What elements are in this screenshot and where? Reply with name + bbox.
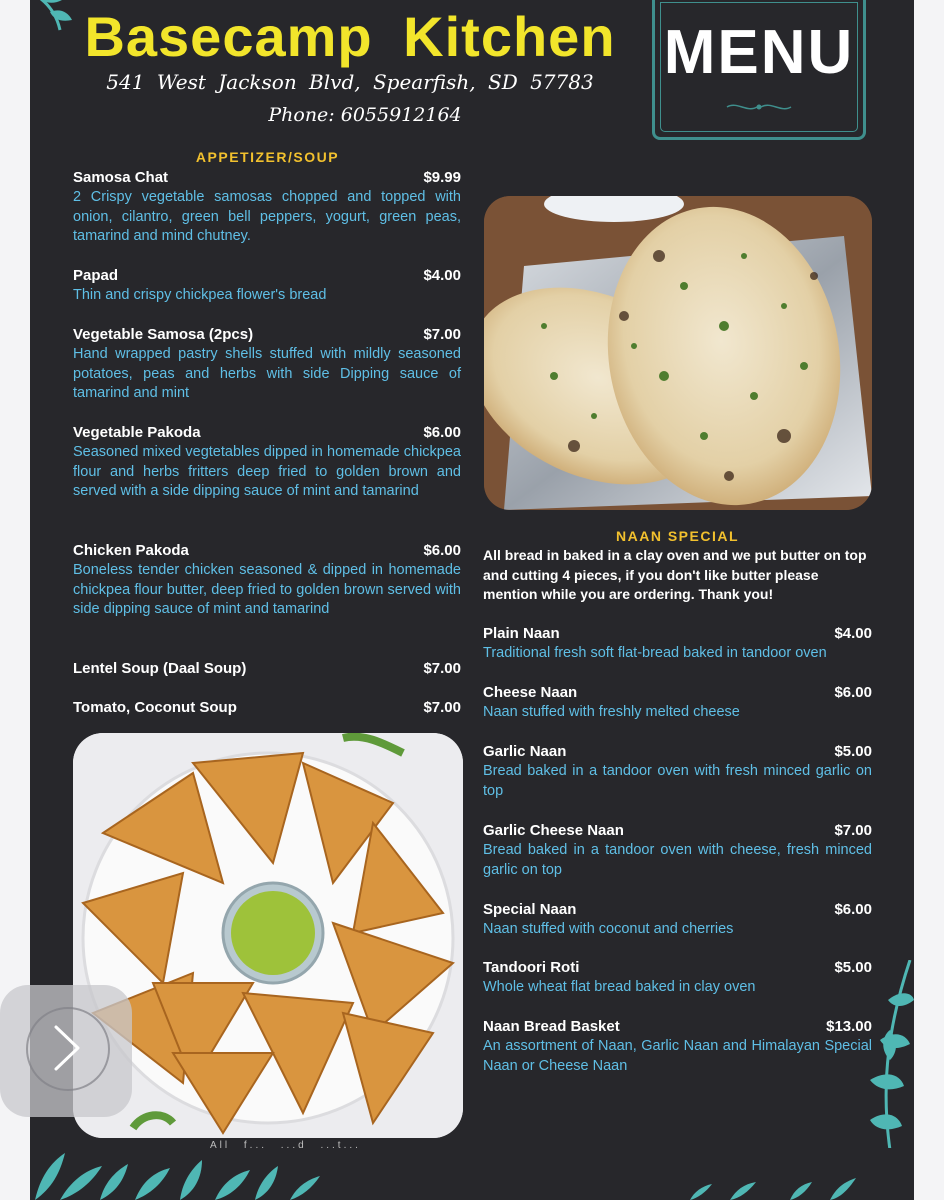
menu-item-header	[73, 168, 461, 187]
menu-item-name: Cheese Naan	[483, 684, 578, 701]
menu-item-description: 2 Crispy vegetable samosas chopped and topped with onion, cilantro, green bell peppers, yogurt, green peas, tamarind and mind chutney.	[73, 189, 461, 244]
menu-item-price: $6.00	[423, 424, 461, 441]
menu-item-description: Hand wrapped pastry shells stuffed with mildly seasoned potatoes, peas and herbs with side Dipping sauce of tamarind and mint	[73, 346, 461, 401]
restaurant-address: 541 West Jackson Blvd, Spearfish, SD 57783	[106, 70, 594, 94]
menu-item-price: $7.00	[423, 326, 461, 343]
menu-item-name: Vegetable Pakoda	[73, 424, 201, 441]
menu-item-name: Garlic Naan	[483, 743, 567, 760]
menu-item-name: Tomato, Coconut Soup	[73, 699, 237, 716]
menu-item-price: $5.00	[834, 959, 872, 976]
menu-item-description: Boneless tender chicken seasoned & dipped in homemade chickpea flour butter, deep fried to golden brown served with side dipping sauce of mint and tamarind	[73, 562, 461, 617]
menu-item-description: Thin and crispy chickpea flower's bread	[73, 287, 327, 303]
menu-item-price: $7.00	[834, 822, 872, 839]
menu-item-name: Plain Naan	[483, 625, 560, 642]
menu-item-price: $9.99	[423, 169, 461, 186]
menu-item-header	[483, 1017, 872, 1036]
menu-item	[483, 624, 872, 664]
menu-item	[483, 683, 872, 723]
menu-item-description: Naan stuffed with freshly melted cheese	[483, 704, 740, 720]
menu-item-name: Lentel Soup (Daal Soup)	[73, 660, 247, 677]
menu-item-description: An assortment of Naan, Garlic Naan and Himalayan Special Naan or Cheese Naan	[483, 1038, 872, 1074]
menu-item	[73, 541, 461, 620]
menu-item-header	[483, 624, 872, 643]
menu-item-price: $4.00	[834, 625, 872, 642]
menu-item-price: $4.00	[423, 267, 461, 284]
next-page-button[interactable]	[0, 985, 132, 1117]
menu-item	[483, 958, 872, 998]
menu-item-name: Chicken Pakoda	[73, 542, 189, 559]
menu-item-price: $7.00	[423, 699, 461, 716]
menu-title: MENU	[663, 18, 855, 87]
menu-item-name: Samosa Chat	[73, 169, 169, 186]
menu-item-name: Naan Bread Basket	[483, 1018, 620, 1035]
menu-item-price: $5.00	[834, 743, 872, 760]
footer-partial-text: All f... ...d ...t...	[210, 1140, 361, 1151]
menu-item-header	[483, 958, 872, 977]
menu-item-header	[73, 423, 461, 442]
right-margin	[914, 0, 944, 1200]
naan-note: All bread in baked in a clay oven and we put butter on top and cutting 4 pieces, if you don't like butter please mention while you are ordering. Thank you!	[483, 547, 867, 602]
menu-item-header	[73, 266, 461, 285]
menu-item-description: Whole wheat flat bread baked in clay oven	[483, 979, 756, 995]
menu-item	[73, 698, 461, 717]
menu-item-header	[73, 325, 461, 344]
menu-item	[73, 168, 461, 247]
menu-item	[483, 821, 872, 880]
menu-item-name: Garlic Cheese Naan	[483, 822, 624, 839]
menu-item-header	[483, 742, 872, 761]
menu-item-name: Tandoori Roti	[483, 959, 580, 976]
menu-item-price: $6.00	[834, 684, 872, 701]
leaf-decoration-bottom	[30, 1148, 914, 1200]
menu-frame	[652, 0, 866, 140]
menu-item-header	[73, 698, 461, 717]
menu-item-price: $13.00	[826, 1018, 872, 1035]
menu-item-description: Seasoned mixed vegtetables dipped in homemade chickpea flour and herbs fritters deep fried to golden brown and served with a side dipping sauce of mint and tamarind	[73, 444, 461, 499]
menu-item-name: Vegetable Samosa (2pcs)	[73, 326, 254, 343]
menu-item-description: Bread baked in a tandoor oven with cheese, fresh minced garlic on top	[483, 842, 872, 878]
appetizer-section-title: APPETIZER/SOUP	[195, 149, 340, 165]
naan-section-title: NAAN SPECIAL	[615, 528, 739, 544]
menu-item-description: Bread baked in a tandoor oven with fresh minced garlic on top	[483, 763, 872, 799]
menu-item-price: $6.00	[423, 542, 461, 559]
menu-item-price: $6.00	[834, 901, 872, 918]
menu-item	[73, 423, 461, 502]
menu-item	[483, 1017, 872, 1076]
menu-item	[483, 742, 872, 801]
chevron-right-icon	[50, 1023, 84, 1073]
menu-item-header	[483, 900, 872, 919]
menu-item-header	[73, 541, 461, 560]
menu-item	[73, 325, 461, 404]
menu-item-name: Special Naan	[483, 901, 577, 918]
leaf-decoration-bottom-right	[850, 960, 914, 1150]
naan-illustration	[484, 196, 872, 510]
menu-item-header	[483, 683, 872, 702]
menu-item-price: $7.00	[423, 660, 461, 677]
menu-item-description: Traditional fresh soft flat-bread baked in tandoor oven	[483, 645, 827, 661]
menu-item	[483, 900, 872, 940]
menu-item-description: Naan stuffed with coconut and cherries	[483, 921, 734, 937]
menu-item	[73, 659, 461, 678]
menu-item-name: Papad	[73, 267, 119, 284]
menu-item-header	[483, 821, 872, 840]
restaurant-phone: Phone: 6055912164	[268, 104, 462, 126]
menu-item-header	[73, 659, 461, 678]
naan-photo	[484, 196, 872, 510]
restaurant-name: Basecamp Kitchen	[84, 5, 616, 68]
menu-item	[73, 266, 461, 306]
flourish-icon	[725, 99, 793, 115]
